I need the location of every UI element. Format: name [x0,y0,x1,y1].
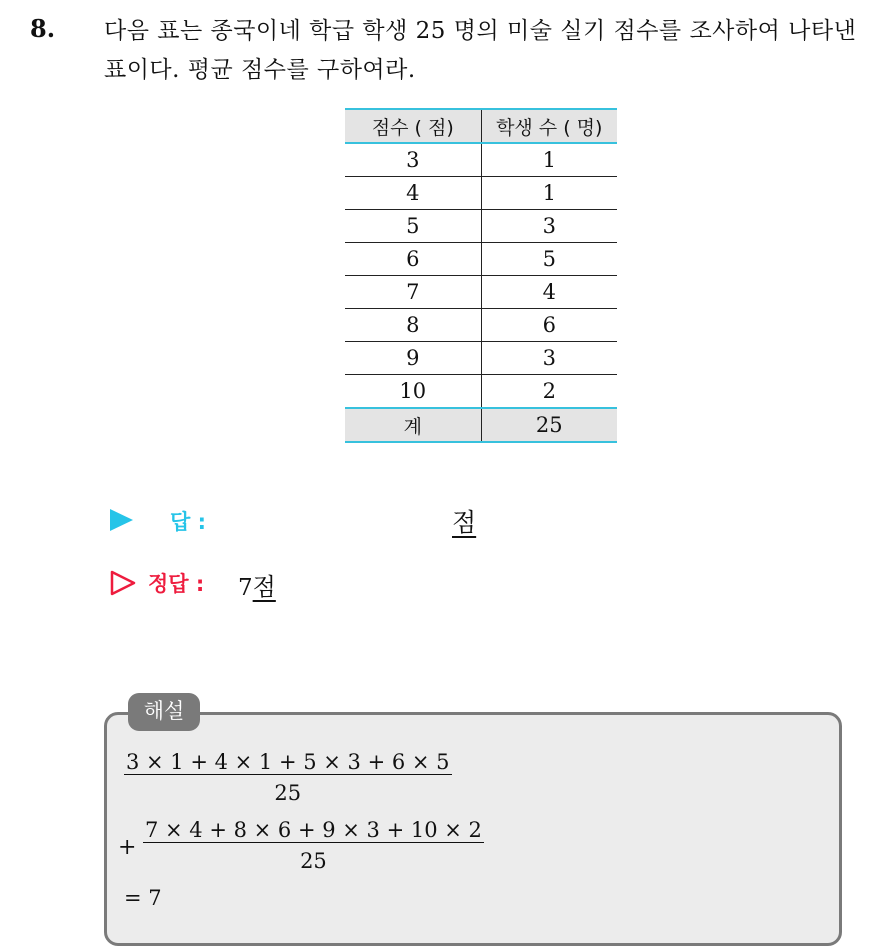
table-row [345,342,617,375]
outline-triangle-icon [110,570,136,596]
plus-sign: + [118,835,137,860]
explanation-tab: 해설 [128,693,200,731]
cell-count: 1 [481,177,617,210]
cell-count: 3 [481,342,617,375]
explanation-result: = 7 [124,886,162,910]
table-row [345,243,617,276]
correct-label: 정답 : [148,572,205,596]
correct-unit: 점 [252,573,276,601]
table-row [345,143,617,177]
cell-score: 6 [345,243,481,276]
correct-answer-row [108,565,708,605]
question-text: 다음 표는 종국이네 학급 학생 25 명의 미술 실기 점수를 조사하여 나타낸 표이다. 평균 점수를 구하여라. [104,18,857,83]
table-row [345,309,617,342]
table-row [345,210,617,243]
total-label: 계 [345,408,481,442]
fraction-2-numerator: 7 × 4 + 8 × 6 + 9 × 3 + 10 × 2 [145,818,482,842]
cell-count: 5 [481,243,617,276]
answer-row [108,503,708,543]
table-total-row [345,408,617,442]
correct-value-group [238,567,276,602]
table-row [345,177,617,210]
cell-score: 10 [345,375,481,409]
cell-score: 7 [345,276,481,309]
cell-score: 8 [345,309,481,342]
answer-label: 답 : [170,510,206,534]
cell-count: 1 [481,143,617,177]
table-row [345,375,617,409]
cell-score: 9 [345,342,481,375]
fraction-2 [143,818,484,873]
cell-score: 4 [345,177,481,210]
cell-count: 3 [481,210,617,243]
correct-value: 7 [238,575,253,601]
table-row [345,276,617,309]
cell-count: 2 [481,375,617,409]
play-triangle-icon [110,509,133,531]
fraction-2-denominator: 25 [300,849,327,873]
cell-count: 6 [481,309,617,342]
fraction-1-numerator: 3 × 1 + 4 × 1 + 5 × 3 + 6 × 5 [126,750,450,774]
fraction-1-denominator: 25 [274,781,302,805]
question-number: 8. [30,14,56,43]
cell-score: 5 [345,210,481,243]
answer-unit: 점 [452,508,477,537]
fraction-1 [124,750,452,805]
header-count: 학생 수 ( 명) [481,109,617,143]
table-header-row [345,109,617,143]
score-table [345,108,617,443]
header-score: 점수 ( 점) [345,109,481,143]
total-count: 25 [481,408,617,442]
cell-score: 3 [345,143,481,177]
cell-count: 4 [481,276,617,309]
